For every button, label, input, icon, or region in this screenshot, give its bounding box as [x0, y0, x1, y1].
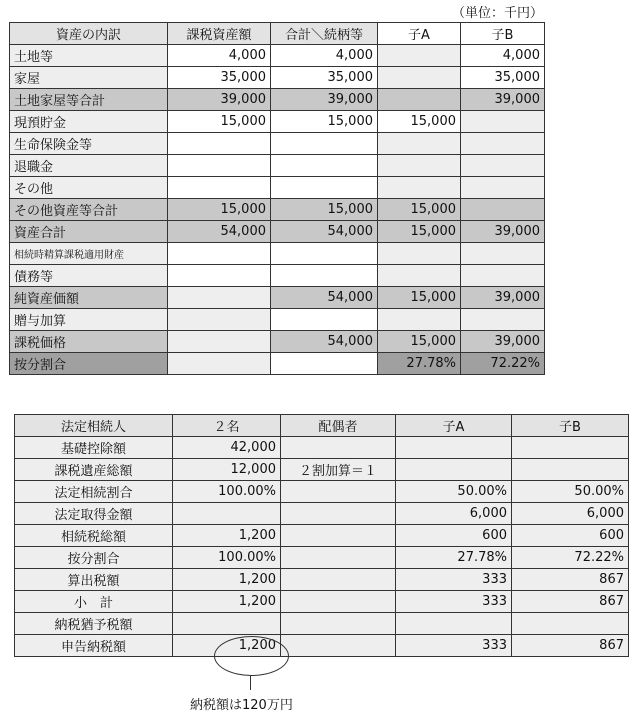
column-header: 子A — [396, 415, 512, 437]
table-cell — [461, 265, 545, 287]
table-cell: 12,000 — [173, 459, 281, 481]
row-label: 贈与加算 — [10, 309, 168, 331]
tax-calculation-table — [14, 414, 629, 657]
table-cell: 4,000 — [461, 45, 545, 67]
table-cell: 1,200 — [173, 569, 281, 591]
table-row — [10, 177, 545, 199]
row-label: 基礎控除額 — [15, 437, 173, 459]
table-cell — [281, 613, 396, 635]
column-header: 資産の内訳 — [10, 23, 168, 45]
row-label: 現預貯金 — [10, 111, 168, 133]
table-cell — [168, 265, 271, 287]
table-cell — [281, 437, 396, 459]
table-row — [15, 569, 629, 591]
table-cell — [378, 309, 461, 331]
table-cell — [173, 613, 281, 635]
row-label: 法定相続割合 — [15, 481, 173, 503]
table-row — [15, 591, 629, 613]
table-cell — [378, 177, 461, 199]
table-row — [10, 353, 545, 375]
table-cell: 15,000 — [271, 111, 378, 133]
table-row — [15, 503, 629, 525]
column-header: 法定相続人 — [15, 415, 173, 437]
table-row — [10, 243, 545, 265]
table-cell: 54,000 — [271, 331, 378, 353]
table-row — [10, 155, 545, 177]
table-cell: 867 — [512, 591, 629, 613]
table-cell: 27.78% — [396, 547, 512, 569]
highlight-ellipse — [214, 636, 289, 676]
row-label: 小 計 — [15, 591, 173, 613]
table-cell — [271, 155, 378, 177]
column-header: ２名 — [173, 415, 281, 437]
table-cell — [168, 353, 271, 375]
column-header: 子B — [461, 23, 545, 45]
table-row — [10, 133, 545, 155]
table-cell: ２割加算＝１ — [281, 459, 396, 481]
table-cell: 35,000 — [461, 67, 545, 89]
table-cell: 50.00% — [512, 481, 629, 503]
row-label: 退職金 — [10, 155, 168, 177]
table-cell: 4,000 — [271, 45, 378, 67]
table-cell: 100.00% — [173, 547, 281, 569]
table-cell — [461, 133, 545, 155]
table-cell: 1,200 — [173, 591, 281, 613]
table-cell: 15,000 — [378, 331, 461, 353]
table-cell — [271, 353, 378, 375]
row-label: 算出税額 — [15, 569, 173, 591]
table-cell — [168, 287, 271, 309]
table-cell: 1,200 — [173, 635, 281, 657]
table-cell: 15,000 — [168, 199, 271, 221]
column-header: 課税資産額 — [168, 23, 271, 45]
table-cell — [512, 613, 629, 635]
table-row — [10, 221, 545, 243]
table-cell — [271, 309, 378, 331]
table-cell: 333 — [396, 591, 512, 613]
table-cell — [271, 265, 378, 287]
column-header: 子B — [512, 415, 629, 437]
table-cell — [461, 111, 545, 133]
table-row — [10, 265, 545, 287]
row-label: 申告納税額 — [15, 635, 173, 657]
table-cell: 39,000 — [168, 89, 271, 111]
column-header: 配偶者 — [281, 415, 396, 437]
table-cell: 15,000 — [378, 111, 461, 133]
table-cell — [461, 199, 545, 221]
table-cell: 35,000 — [168, 67, 271, 89]
table-row — [10, 331, 545, 353]
table-cell — [168, 331, 271, 353]
table-cell: 4,000 — [168, 45, 271, 67]
table-row — [10, 199, 545, 221]
table-cell: 15,000 — [168, 111, 271, 133]
row-label: 純資産価額 — [10, 287, 168, 309]
table-cell: 867 — [512, 569, 629, 591]
table-cell: 600 — [512, 525, 629, 547]
table-cell: 6,000 — [512, 503, 629, 525]
table-cell: 54,000 — [271, 221, 378, 243]
table-cell: 15,000 — [271, 199, 378, 221]
table-cell: 100.00% — [173, 481, 281, 503]
table-cell — [378, 265, 461, 287]
unit-note: （単位：千円） — [451, 6, 543, 21]
table-cell — [378, 243, 461, 265]
table-cell — [378, 45, 461, 67]
asset-breakdown-table — [9, 22, 545, 375]
table-cell — [281, 547, 396, 569]
table-cell — [378, 67, 461, 89]
table-cell: 15,000 — [378, 221, 461, 243]
table-cell — [281, 591, 396, 613]
table-cell: 867 — [512, 635, 629, 657]
row-label: 家屋 — [10, 67, 168, 89]
table-cell: 39,000 — [461, 287, 545, 309]
table-cell: 35,000 — [271, 67, 378, 89]
table-header-row — [10, 23, 545, 45]
table-cell: 27.78% — [378, 353, 461, 375]
table-header-row — [15, 415, 629, 437]
table-cell — [378, 89, 461, 111]
row-label: 相続税総額 — [15, 525, 173, 547]
table-row — [10, 287, 545, 309]
row-label: 生命保険金等 — [10, 133, 168, 155]
row-label: 土地家屋等合計 — [10, 89, 168, 111]
table-row — [15, 635, 629, 657]
table-cell: 15,000 — [378, 199, 461, 221]
table-cell: 39,000 — [461, 331, 545, 353]
table-row — [15, 547, 629, 569]
table-cell: 39,000 — [461, 89, 545, 111]
row-label: 法定取得金額 — [15, 503, 173, 525]
row-label: 相続時精算課税適用財産 — [10, 243, 168, 265]
row-label: 納税猶予税額 — [15, 613, 173, 635]
table-cell: 39,000 — [271, 89, 378, 111]
callout-leader-line — [250, 676, 251, 690]
row-label: その他 — [10, 177, 168, 199]
table-row — [15, 481, 629, 503]
table-cell — [378, 133, 461, 155]
row-label: その他資産等合計 — [10, 199, 168, 221]
callout-text: 納税額は120万円 — [190, 698, 293, 713]
row-label: 課税価格 — [10, 331, 168, 353]
table-row — [10, 111, 545, 133]
table-row — [15, 459, 629, 481]
row-label: 土地等 — [10, 45, 168, 67]
table-cell — [281, 503, 396, 525]
table-cell — [378, 155, 461, 177]
table-cell — [281, 569, 396, 591]
table-cell — [168, 309, 271, 331]
table-cell — [271, 133, 378, 155]
table-cell — [512, 459, 629, 481]
table-cell — [461, 177, 545, 199]
table-row — [10, 67, 545, 89]
column-header: 合計＼続柄等 — [271, 23, 378, 45]
table-cell: 600 — [396, 525, 512, 547]
table-cell — [396, 437, 512, 459]
row-label: 資産合計 — [10, 221, 168, 243]
table-cell: 50.00% — [396, 481, 512, 503]
table-cell — [281, 481, 396, 503]
column-header: 子A — [378, 23, 461, 45]
table-cell: 72.22% — [461, 353, 545, 375]
table-cell: 1,200 — [173, 525, 281, 547]
table-cell — [168, 177, 271, 199]
table-cell: 72.22% — [512, 547, 629, 569]
table-cell — [281, 635, 396, 657]
table-cell — [281, 525, 396, 547]
table-cell — [168, 155, 271, 177]
table-cell — [461, 309, 545, 331]
table-cell — [271, 243, 378, 265]
table-row — [10, 89, 545, 111]
table-cell — [271, 177, 378, 199]
table-cell — [173, 503, 281, 525]
table-cell — [396, 613, 512, 635]
row-label: 債務等 — [10, 265, 168, 287]
table-cell — [396, 459, 512, 481]
table-cell — [512, 437, 629, 459]
row-label: 課税遺産総額 — [15, 459, 173, 481]
table-cell: 54,000 — [271, 287, 378, 309]
table-cell — [168, 133, 271, 155]
table-cell — [461, 243, 545, 265]
table-row — [10, 45, 545, 67]
table-cell: 15,000 — [378, 287, 461, 309]
table-cell — [461, 155, 545, 177]
row-label: 按分割合 — [10, 353, 168, 375]
table-cell: 6,000 — [396, 503, 512, 525]
table-row — [15, 525, 629, 547]
table-cell: 333 — [396, 569, 512, 591]
table-cell: 54,000 — [168, 221, 271, 243]
table-row — [10, 309, 545, 331]
table-row — [15, 613, 629, 635]
table-cell: 39,000 — [461, 221, 545, 243]
row-label: 按分割合 — [15, 547, 173, 569]
table-cell: 42,000 — [173, 437, 281, 459]
table-cell: 333 — [396, 635, 512, 657]
table-row — [15, 437, 629, 459]
table-cell — [168, 243, 271, 265]
